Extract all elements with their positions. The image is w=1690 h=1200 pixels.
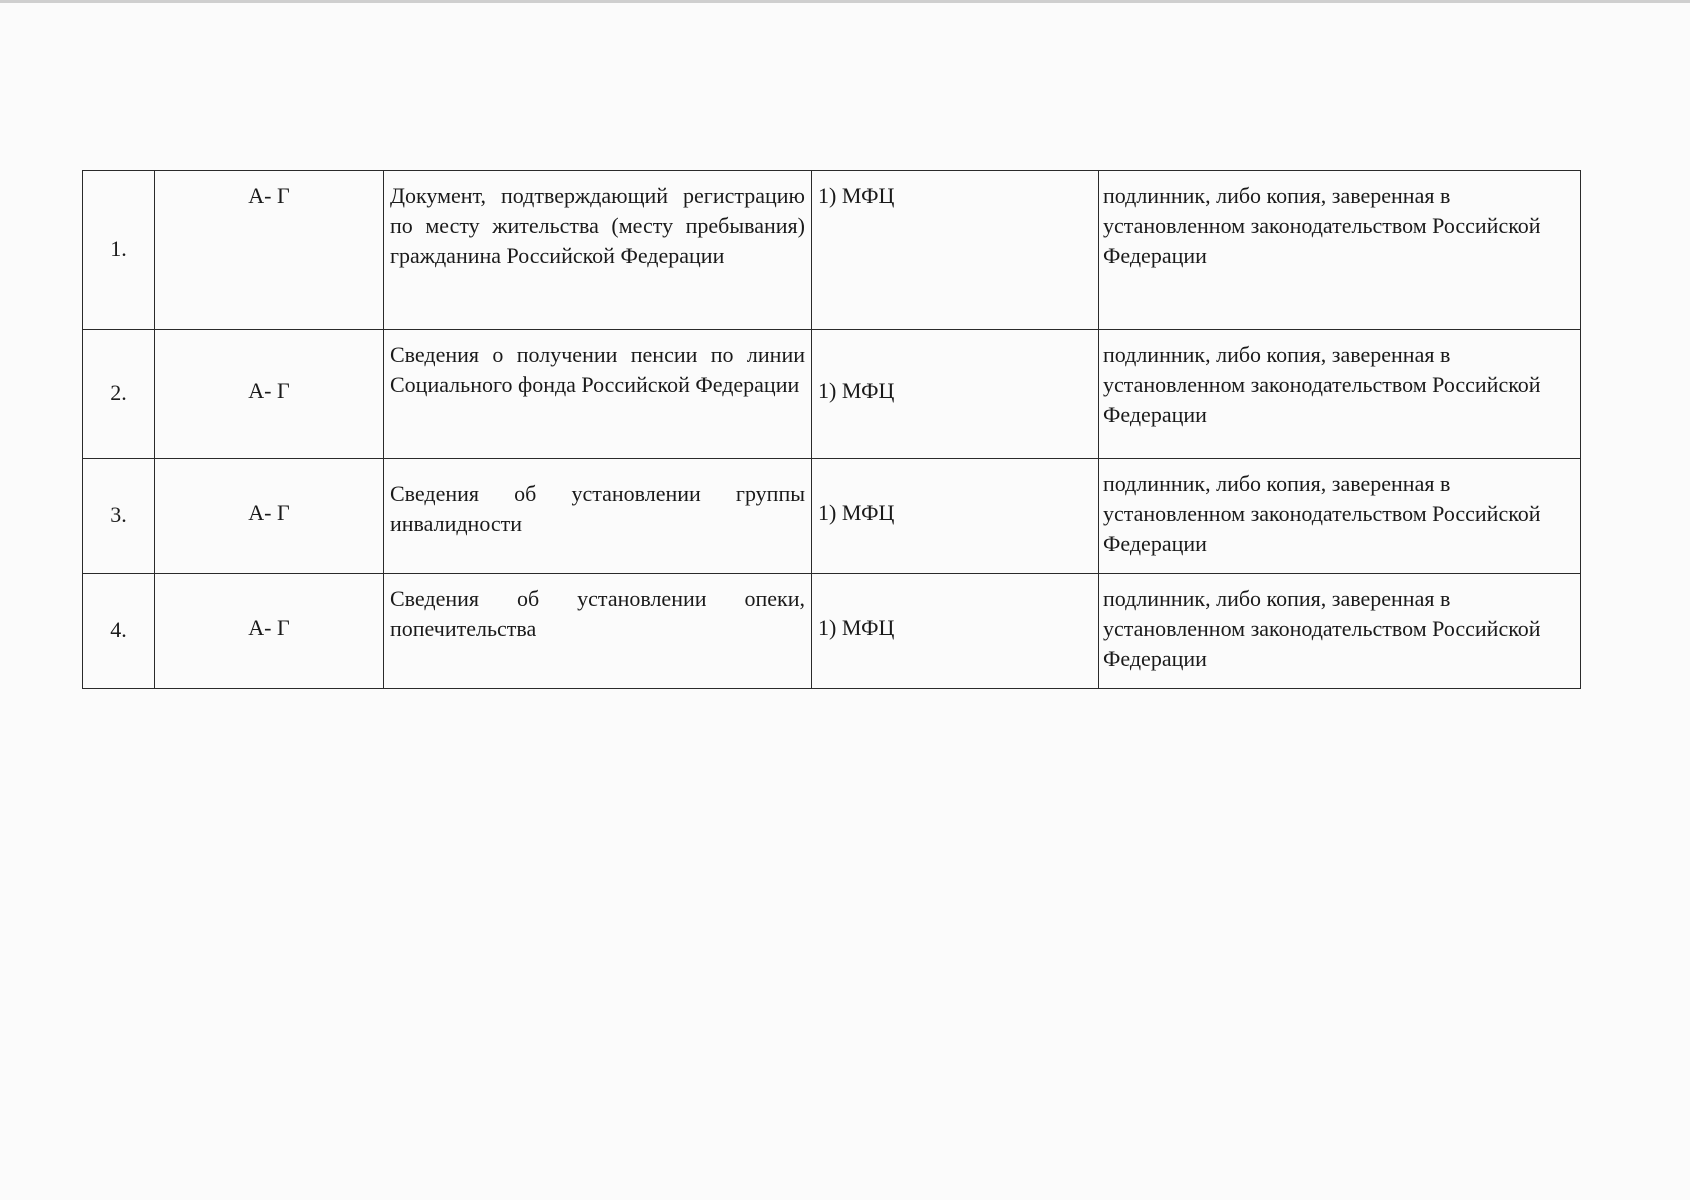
- table-row: [83, 330, 1581, 459]
- document-form-cell: подлинник, либо копия, заверенная в установленном законодательством Российской Федерации: [1099, 330, 1581, 459]
- submission-place-cell: 1) МФЦ: [812, 171, 1099, 330]
- row-number-cell: 1.: [83, 171, 155, 330]
- row-number-cell: 4.: [83, 574, 155, 689]
- document-form-cell: подлинник, либо копия, заверенная в установленном законодательством Российской Федерации: [1099, 459, 1581, 574]
- document-form-cell: подлинник, либо копия, заверенная в установленном законодательством Российской Федерации: [1099, 171, 1581, 330]
- table-row: [83, 574, 1581, 689]
- table-row: [83, 459, 1581, 574]
- submission-place-cell: 1) МФЦ: [812, 459, 1099, 574]
- applicant-group-cell: А- Г: [155, 330, 384, 459]
- document-name-cell: Сведения об установлении опеки, попечительства: [384, 574, 812, 689]
- table-row: [83, 171, 1581, 330]
- row-number-cell: 2.: [83, 330, 155, 459]
- applicant-group-cell: А- Г: [155, 171, 384, 330]
- row-number-cell: 3.: [83, 459, 155, 574]
- scan-top-edge: [0, 0, 1690, 3]
- document-name-cell: Сведения о получении пенсии по линии Социального фонда Российской Федерации: [384, 330, 812, 459]
- documents-table: [82, 170, 1581, 689]
- applicant-group-cell: А- Г: [155, 574, 384, 689]
- document-name-cell: Сведения об установлении группы инвалидности: [384, 459, 812, 574]
- submission-place-cell: 1) МФЦ: [812, 330, 1099, 459]
- document-form-cell: подлинник, либо копия, заверенная в установленном законодательством Российской Федерации: [1099, 574, 1581, 689]
- submission-place-cell: 1) МФЦ: [812, 574, 1099, 689]
- applicant-group-cell: А- Г: [155, 459, 384, 574]
- document-name-cell: Документ, подтверждающий регистрацию по месту жительства (месту пребывания) гражданина Российской Федерации: [384, 171, 812, 330]
